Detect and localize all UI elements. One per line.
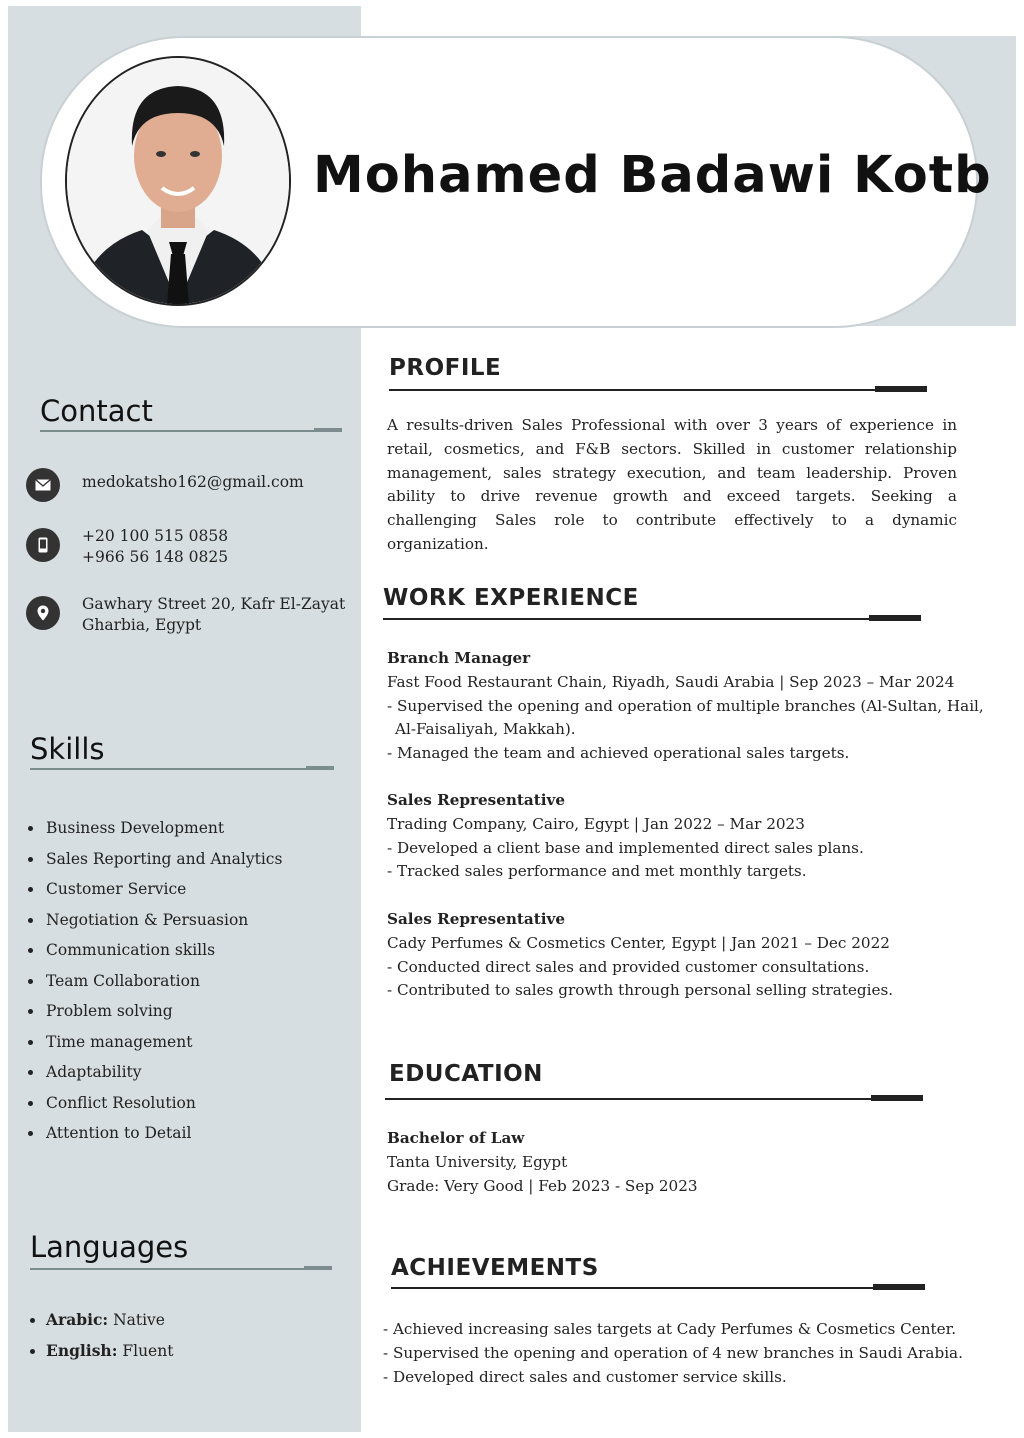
contact-heading: Contact bbox=[40, 394, 153, 428]
education-entry bbox=[387, 1127, 698, 1198]
achievements-heading: ACHIEVEMENTS bbox=[391, 1255, 599, 1281]
job-meta: Trading Company, Cairo, Egypt | Jan 2022 – Mar 2023 bbox=[387, 814, 805, 833]
skills-heading: Skills bbox=[30, 732, 105, 766]
job-bullet: - Contributed to sales growth through personal selling strategies. bbox=[387, 981, 894, 1000]
contact-address-row bbox=[26, 594, 345, 636]
phone-number-2[interactable]: +966 56 148 0825 bbox=[82, 548, 229, 566]
address-line-1: Gawhary Street 20, Kafr El-Zayat bbox=[82, 595, 346, 613]
phone-number-1[interactable]: +20 100 515 0858 bbox=[82, 527, 229, 545]
skill-item: • Communication skills bbox=[44, 938, 282, 969]
email-text[interactable]: medokatsho162@gmail.com bbox=[82, 473, 304, 491]
address-line-2: Gharbia, Egypt bbox=[82, 616, 202, 634]
person-portrait-icon bbox=[67, 58, 289, 304]
address-text bbox=[82, 594, 345, 636]
work-experience-divider bbox=[383, 618, 921, 620]
job-bullet: - Tracked sales performance and met monthly targets. bbox=[387, 862, 807, 881]
language-item bbox=[46, 1308, 173, 1339]
skill-item: • Attention to Detail bbox=[44, 1121, 282, 1152]
envelope-icon bbox=[26, 468, 60, 502]
skill-item: • Sales Reporting and Analytics bbox=[44, 847, 282, 878]
skill-item: • Conflict Resolution bbox=[44, 1091, 282, 1122]
job-bullet-continuation: Al-Faisaliyah, Makkah). bbox=[395, 720, 576, 739]
job-bullet: - Managed the team and achieved operational sales targets. bbox=[387, 744, 850, 763]
achievement-item: - Achieved increasing sales targets at Cady Perfumes & Cosmetics Center. bbox=[383, 1320, 957, 1338]
achievement-item: - Developed direct sales and customer service skills. bbox=[383, 1367, 787, 1386]
skill-item: • Team Collaboration bbox=[44, 969, 282, 1000]
job-entry bbox=[387, 647, 984, 766]
job-title: Sales Representative bbox=[387, 791, 566, 809]
achievements-divider bbox=[391, 1287, 925, 1289]
languages-heading: Languages bbox=[30, 1230, 189, 1264]
job-bullet: - Supervised the opening and operation of multiple branches (Al-Sultan, Hail, bbox=[387, 696, 984, 715]
profile-divider bbox=[389, 389, 927, 391]
skills-list bbox=[28, 816, 282, 1152]
job-entry bbox=[387, 789, 864, 884]
languages-list bbox=[28, 1308, 173, 1369]
work-experience-heading: WORK EXPERIENCE bbox=[383, 585, 639, 611]
education-grade: Grade: Very Good | Feb 2023 - Sep 2023 bbox=[387, 1176, 698, 1195]
school-name: Tanta University, Egypt bbox=[387, 1152, 568, 1171]
profile-text: A results-driven Sales Professional with over 3 years of experience in retail, cosmetics, and F&B sectors. Skilled in customer relationship management, sales strategy execution, and team leadership. Proven ability to drive revenue growth and exceed targets. Seeking a challenging Sales role to contribute effectively to a dynamic organization. bbox=[387, 416, 957, 553]
contact-divider bbox=[40, 430, 342, 432]
skill-item: • Negotiation & Persuasion bbox=[44, 908, 282, 939]
contact-phone-row bbox=[26, 526, 228, 568]
phone-icon bbox=[26, 528, 60, 562]
degree-title: Bachelor of Law bbox=[387, 1129, 525, 1147]
skill-item: • Adaptability bbox=[44, 1060, 282, 1091]
achievement-item: - Supervised the opening and operation of 4 new branches in Saudi Arabia. bbox=[383, 1343, 963, 1362]
candidate-name: Mohamed Badawi Kotb bbox=[313, 146, 992, 205]
skill-item: • Time management bbox=[44, 1030, 282, 1061]
skill-item: • Problem solving bbox=[44, 999, 282, 1030]
achievements-list bbox=[383, 1318, 963, 1389]
location-pin-icon bbox=[26, 596, 60, 630]
profile-photo bbox=[65, 56, 291, 306]
profile-heading: PROFILE bbox=[389, 355, 502, 381]
job-title: Branch Manager bbox=[387, 649, 531, 667]
job-meta: Cady Perfumes & Cosmetics Center, Egypt | Jan 2021 – Dec 2022 bbox=[387, 933, 890, 952]
job-bullet: - Conducted direct sales and provided customer consultations. bbox=[387, 957, 870, 976]
language-level: Native bbox=[113, 1311, 165, 1329]
language-name: Arabic: bbox=[46, 1310, 109, 1329]
resume-page bbox=[8, 6, 1016, 1432]
education-heading: EDUCATION bbox=[389, 1061, 543, 1087]
language-item bbox=[46, 1339, 173, 1370]
skills-divider bbox=[30, 768, 334, 770]
contact-email-row bbox=[26, 468, 304, 502]
job-title: Sales Representative bbox=[387, 910, 566, 928]
language-name: English: bbox=[46, 1340, 118, 1360]
phone-numbers bbox=[82, 526, 228, 568]
skill-item: • Customer Service bbox=[44, 877, 282, 908]
skill-item: • Business Development bbox=[44, 816, 282, 847]
education-divider bbox=[385, 1098, 923, 1100]
job-entry bbox=[387, 908, 893, 1003]
language-level: Fluent bbox=[122, 1341, 174, 1360]
job-meta: Fast Food Restaurant Chain, Riyadh, Saudi Arabia | Sep 2023 – Mar 2024 bbox=[387, 672, 955, 691]
job-bullet: - Developed a client base and implemented direct sales plans. bbox=[387, 838, 864, 857]
languages-divider bbox=[30, 1268, 332, 1270]
